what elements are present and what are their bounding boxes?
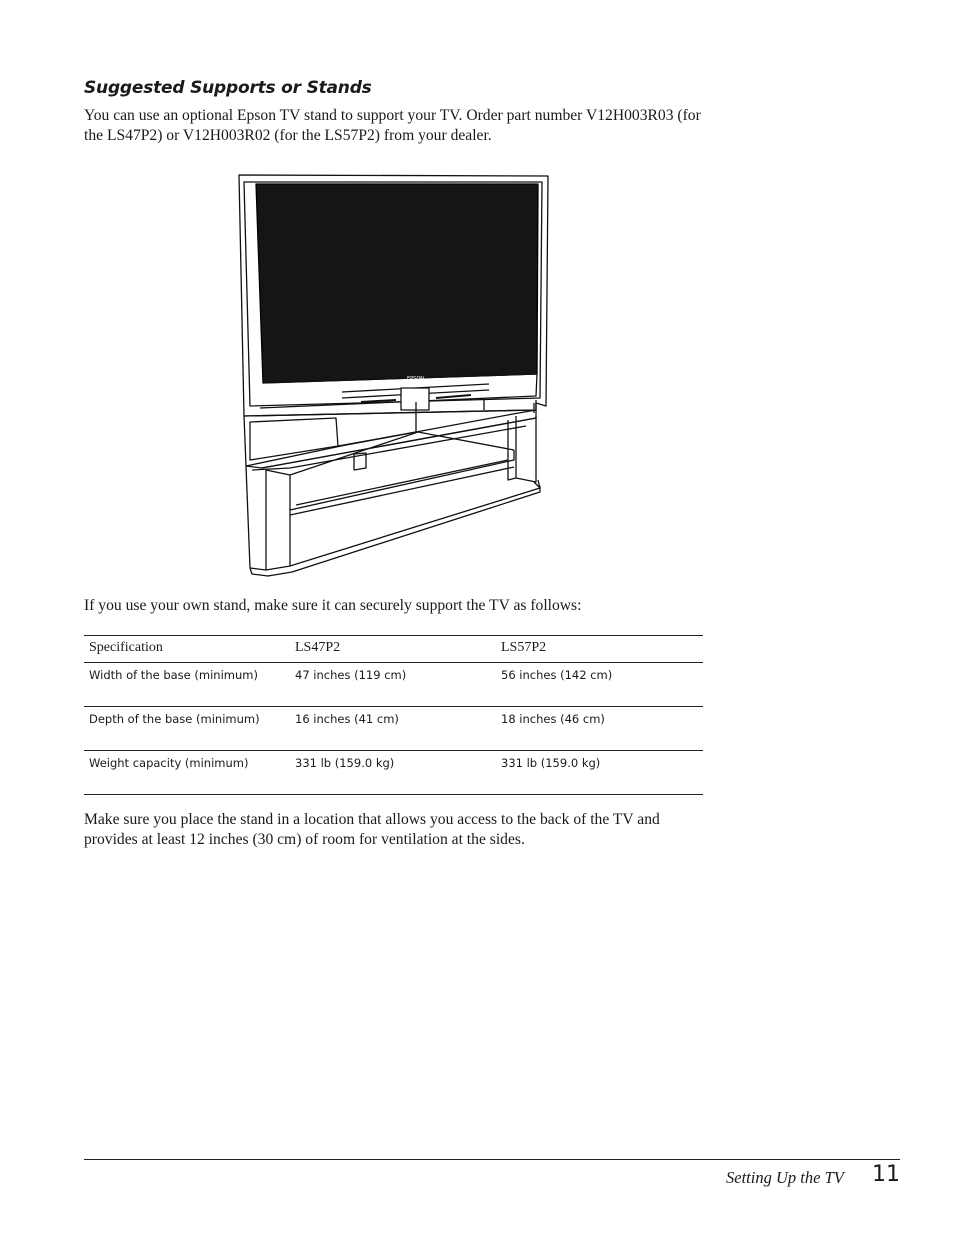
table-row [84, 707, 703, 751]
ls47p2-value-cell: 47 inches (119 cm) [290, 663, 496, 707]
footer-divider [84, 1159, 900, 1160]
header-ls57p2: LS57P2 [496, 636, 703, 663]
header-ls47p2: LS47P2 [290, 636, 496, 663]
table-intro-paragraph: If you use your own stand, make sure it can securely support the TV as follows: [84, 597, 582, 614]
ls57p2-value-cell: 56 inches (142 cm) [496, 663, 703, 707]
page-number: 11 [872, 1162, 900, 1187]
ls57p2-value-cell: 331 lb (159.0 kg) [496, 751, 703, 795]
ls47p2-value-cell: 331 lb (159.0 kg) [290, 751, 496, 795]
spec-name-cell: Width of the base (minimum) [84, 663, 290, 707]
stand-spec-table [84, 635, 703, 795]
spec-name-cell: Depth of the base (minimum) [84, 707, 290, 751]
spec-name-cell: Weight capacity (minimum) [84, 751, 290, 795]
table-header-row [84, 636, 703, 663]
tv-stand-illustration [236, 170, 556, 580]
section-heading: Suggested Supports or Stands [84, 78, 372, 98]
ls57p2-value-cell: 18 inches (46 cm) [496, 707, 703, 751]
header-specification: Specification [84, 636, 290, 663]
table-row [84, 663, 703, 707]
placement-note-paragraph: Make sure you place the stand in a location that allows you access to the back of the TV and provides at least 12 inches (30 cm) of room for ventilation at the sides. [84, 811, 660, 848]
brand-label: EPSON [407, 376, 425, 382]
footer-chapter-title: Setting Up the TV [726, 1168, 844, 1187]
intro-paragraph: You can use an optional Epson TV stand to support your TV. Order part number V12H003R03 (for the LS47P2) or V12H003R02 (for the LS57P2) from your dealer. [84, 107, 701, 144]
ls47p2-value-cell: 16 inches (41 cm) [290, 707, 496, 751]
table-row [84, 751, 703, 795]
